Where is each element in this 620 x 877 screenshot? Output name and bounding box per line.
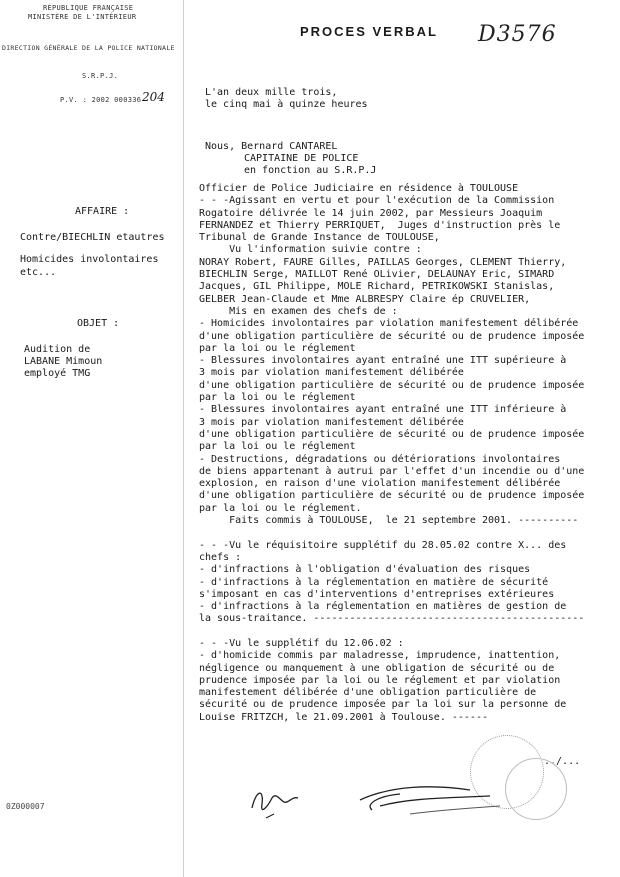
body-line: Tribunal de Grande Instance de TOULOUSE, xyxy=(199,232,440,244)
body-line: de biens appartenant à autrui par l'effet d'un incendie ou d'une xyxy=(199,465,585,477)
body-line: - d'infractions à la réglementation en matière de sécurité xyxy=(199,576,549,588)
body-line: sécurité ou de prudence imposée par la loi sur la personne de xyxy=(199,699,567,711)
officer-unit: en fonction au S.R.P.J xyxy=(244,165,377,176)
body-line: négligence ou manquement à une obligation de sécurité ou de xyxy=(199,662,555,674)
date-line-2: le cinq mai à quinze heures xyxy=(205,99,368,110)
affaire-value-3: etc... xyxy=(20,267,57,278)
body-line: Rogatoire délivrée le 14 juin 2002, par Messieurs Joaquim xyxy=(199,207,543,219)
objet-value-3: employé TMG xyxy=(24,368,91,379)
header-ministere: MINISTÈRE DE L'INTÉRIEUR xyxy=(28,13,137,21)
objet-value-1: Audition de xyxy=(24,344,91,355)
body-line: manifestement délibérée d'une obligation particulière de xyxy=(199,687,537,699)
body-line: - - -Vu le supplétif du 12.06.02 : xyxy=(199,637,404,649)
body-line: chefs : xyxy=(199,551,242,563)
header-pv-handwritten: 204 xyxy=(142,90,165,104)
affaire-label: AFFAIRE : xyxy=(75,206,130,217)
body-line: - d'infractions à l'obligation d'évaluation des risques xyxy=(199,564,531,576)
body-line: par la loi ou le réglement xyxy=(199,392,356,404)
margin-rule xyxy=(183,0,184,877)
signature-right xyxy=(360,787,490,810)
body-line: FERNANDEZ et Thierry PERRIQUET, Juges d'instruction près le xyxy=(199,219,561,231)
body-line: Jacques, GIL Philippe, MOLE Richard, PETRIKOWSKI Stanislas, xyxy=(199,281,555,293)
body-line: 3 mois par violation manifestement délibérée xyxy=(199,416,464,428)
body-line xyxy=(199,626,614,638)
body-line: la sous-traitance. --------------------------------------------- xyxy=(199,613,585,625)
affaire-value-1: Contre/BIECHLIN etautres xyxy=(20,232,165,243)
body-line: - Blessures involontaires ayant entraîné une ITT inférieure à xyxy=(199,404,567,416)
body-line: prudence imposée par la loi ou le réglement et par violation xyxy=(199,674,561,686)
signature-left xyxy=(252,793,298,809)
officer-name: Nous, Bernard CANTAREL xyxy=(205,141,338,152)
body-line: explosion, en raison d'une violation manifestement délibérée xyxy=(199,478,561,490)
body-line: par la loi ou le réglement xyxy=(199,441,356,453)
body-line: - Blessures involontaires ayant entraîné une ITT supérieure à xyxy=(199,355,567,367)
body-line: - d'infractions à la réglementation en matières de gestion de xyxy=(199,601,567,613)
body-line: Vu l'information suivie contre : xyxy=(199,244,422,256)
body-line: NORAY Robert, FAURE Gilles, PAILLAS Georges, CLEMENT Thierry, xyxy=(199,256,567,268)
header-direction: DIRECTION GÉNÉRALE DE LA POLICE NATIONALE xyxy=(2,44,175,52)
body-line: s'imposant en cas d'interventions d'entreprises extérieures xyxy=(199,588,555,600)
body-line: Officier de Police Judiciaire en résidence à TOULOUSE xyxy=(199,183,519,194)
body-line xyxy=(199,527,614,539)
page-title: PROCES VERBAL xyxy=(300,24,438,39)
continuation-mark: ../... xyxy=(544,756,581,767)
body-line: BIECHLIN Serge, MAILLOT René OLivier, DELAUNAY Eric, SIMARD xyxy=(199,269,555,281)
body-line: d'une obligation particulière de sécurité ou de prudence imposée xyxy=(199,379,585,391)
body-line: 3 mois par violation manifestement délibérée xyxy=(199,367,464,379)
body-line: - - -Agissant en vertu et pour l'exécution de la Commission xyxy=(199,195,555,207)
body-line: - d'homicide commis par maladresse, imprudence, inattention, xyxy=(199,650,561,662)
affaire-value-2: Homicides involontaires xyxy=(20,254,159,265)
proces-verbal-body xyxy=(199,183,614,724)
body-line: d'une obligation particulière de sécurité ou de prudence imposée xyxy=(199,330,585,342)
body-line: Louise FRITZCH, le 21.09.2001 à Toulouse. ------ xyxy=(199,711,488,723)
body-line: GELBER Jean-Claude et Mme ALBRESPY Claire ép CRUVELIER, xyxy=(199,293,531,305)
header-pv-number: P.V. : 2002 000336 xyxy=(60,96,142,104)
date-line-1: L'an deux mille trois, xyxy=(205,87,338,98)
handwritten-document-number: D3576 xyxy=(478,22,557,47)
body-line: d'une obligation particulière de sécurité ou de prudence imposée xyxy=(199,428,585,440)
body-line: Faits commis à TOULOUSE, le 21 septembre 2001. ---------- xyxy=(199,515,579,527)
body-line: par la loi ou le réglement xyxy=(199,342,356,354)
body-line: Mis en examen des chefs de : xyxy=(199,305,398,317)
signatures xyxy=(240,770,560,840)
officer-rank: CAPITAINE DE POLICE xyxy=(244,153,359,164)
header-srpj: S.R.P.J. xyxy=(82,72,119,80)
body-line: d'une obligation particulière de sécurité ou de prudence imposée xyxy=(199,490,585,502)
objet-value-2: LABANE Mimoun xyxy=(24,356,103,367)
header-republique: RÉPUBLIQUE FRANÇAISE xyxy=(43,4,134,12)
body-line: - Destructions, dégradations ou détériorations involontaires xyxy=(199,453,561,465)
body-line: - - -Vu le réquisitoire supplétif du 28.05.02 contre X... des xyxy=(199,539,567,551)
body-line: par la loi ou le réglement. xyxy=(199,502,362,514)
body-line: - Homicides involontaires par violation manifestement délibérée xyxy=(199,318,579,330)
footer-code: 0Z000007 xyxy=(6,802,45,811)
objet-label: OBJET : xyxy=(77,318,120,329)
